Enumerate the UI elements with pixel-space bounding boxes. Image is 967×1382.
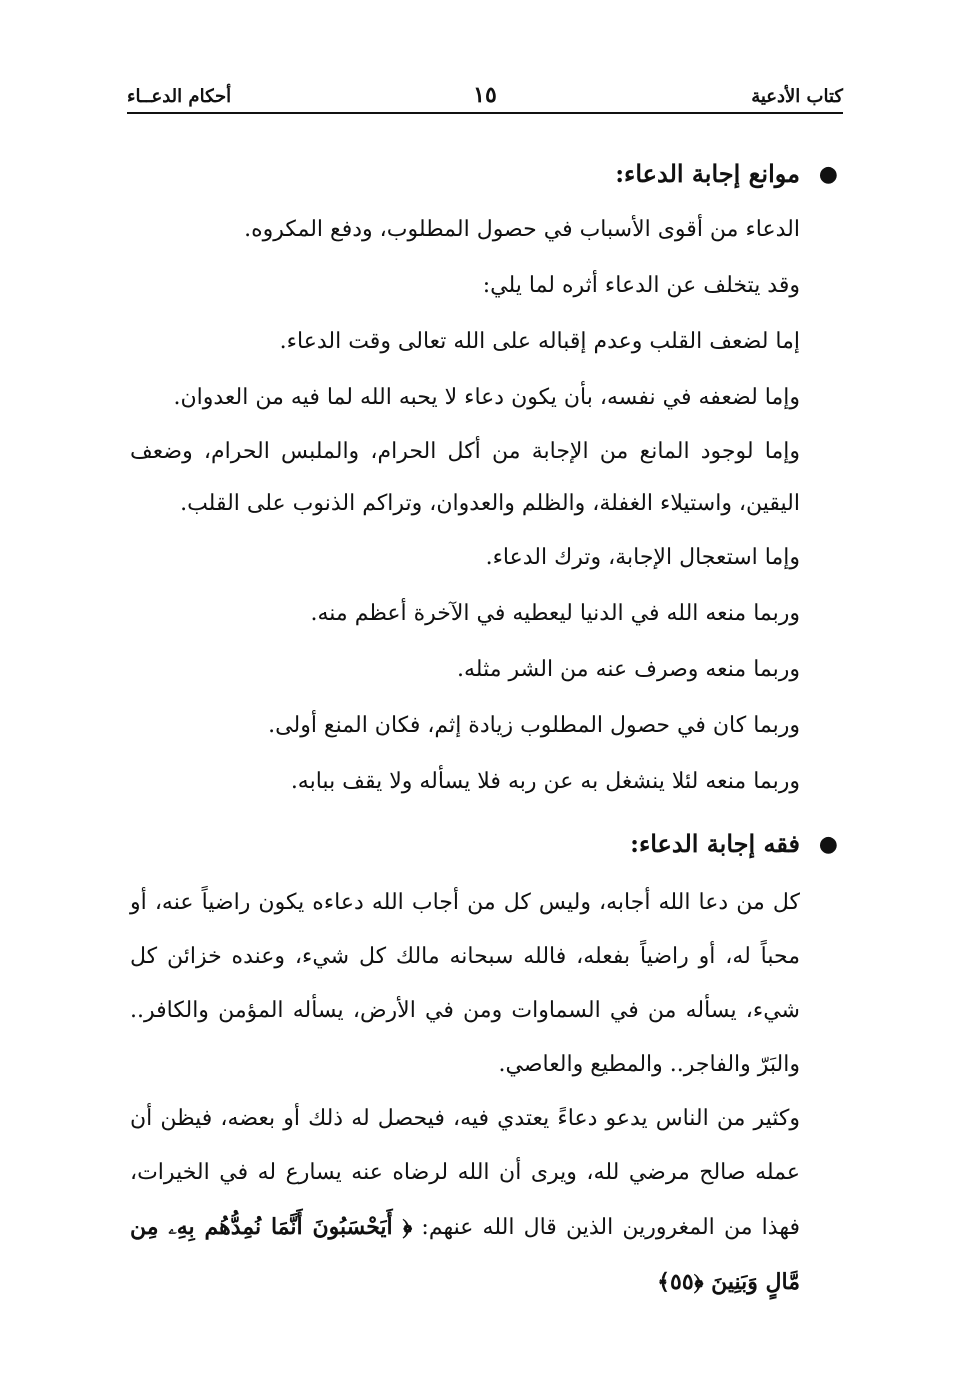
paragraph xyxy=(130,1092,800,1310)
section-heading-understanding xyxy=(130,816,838,872)
paragraph: كل من دعا الله أجابه، وليس كل من أجاب الله دعاءه يكون راضياً عنه، أو محباً له، أو راضياً بفعله، فالله سبحانه مالك كل شيء، وعنده خزائن كل شيء، يسأله من في السماوات ومن في الأرض، يسأله المؤمن والكافر.. والبَرّ والفاجر.. والمطيع والعاصي. xyxy=(130,890,800,1077)
book-title: كتاب الأدعية xyxy=(751,86,843,107)
section-heading-text: موانع إجابة الدعاء: xyxy=(615,159,800,188)
bullet-icon: ● xyxy=(818,161,838,187)
paragraph: وربما منعه الله في الدنيا ليعطيه في الآخرة أعظم منه. xyxy=(310,601,800,626)
paragraph: وربما منعه وصرف عنه من الشر مثله. xyxy=(457,657,800,682)
chapter-title: أحكام الدعــاء xyxy=(127,86,232,107)
paragraph: وربما كان في حصول المطلوب زيادة إثم، فكان المنع أولى. xyxy=(268,713,800,738)
section-heading-text: فقه إجابة الدعاء: xyxy=(630,829,800,858)
section-heading-obstacles xyxy=(130,146,838,202)
paragraph: إما لضعف القلب وعدم إقباله على الله تعالى وقت الدعاء. xyxy=(279,329,800,354)
bullet-icon: ● xyxy=(818,831,838,857)
page-number: ١٥ xyxy=(473,82,497,108)
paragraph: الدعاء من أقوى الأسباب في حصول المطلوب، ودفع المكروه. xyxy=(244,217,800,242)
header-divider xyxy=(127,112,843,114)
page-body xyxy=(130,140,838,1310)
quran-verse: ﴿ أَيَحْسَبُونَ أَنَّمَا نُمِدُّهُم بِهِۦ مِن مَّالٍ وَبَنِينَ ﴿٥٥﴾ xyxy=(130,1214,800,1295)
paragraph: وإما استعجال الإجابة، وترك الدعاء. xyxy=(485,545,800,570)
paragraph-text: وكثير من الناس يدعو دعاءً يعتدي فيه، فيحصل له ذلك أو بعضه، فيظن أن عمله صالح مرضي لله، ويرى أن الله لرضاه عنه يسارع له في الخيرات، فهذا من المغرورين الذين قال الله عنهم: xyxy=(130,1106,800,1240)
paragraph: وإما لضعفه في نفسه، بأن يكون دعاء لا يحبه الله لما فيه من العدوان. xyxy=(173,385,800,410)
page-header xyxy=(127,82,843,112)
paragraph: وربما منعه لئلا ينشغل به عن ربه فلا يسأله ولا يقف ببابه. xyxy=(290,769,800,794)
paragraph: وقد يتخلف عن الدعاء أثره لما يلي: xyxy=(482,273,800,298)
paragraph: وإما لوجود المانع من الإجابة من أكل الحرام، والملبس الحرام، وضعف اليقين، واستيلاء الغفلة، والظلم والعدوان، وتراكم الذنوب على القلب. xyxy=(130,439,800,516)
